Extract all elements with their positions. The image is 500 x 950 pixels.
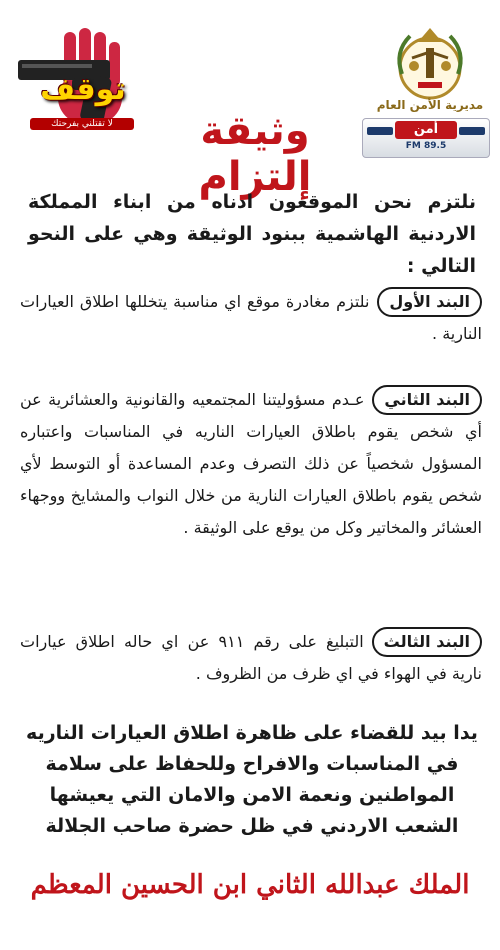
clause-1 (20, 286, 482, 350)
clause-1-label: البند الأول (377, 287, 482, 317)
header (0, 0, 500, 200)
closing-paragraph: يدا بيد للقضاء على ظاهرة اطلاق العيارات الناريه في المناسبات والافراح وللحفاظ على سلامة المواطنين ونعمة الامن والامان التي يعيشها الشعب الاردني في ظل حضرة صاحب الجلالة (26, 722, 478, 837)
clause-2 (20, 384, 482, 544)
radio-bar-right (459, 127, 485, 135)
clause-3-label: البند الثالث (372, 627, 482, 657)
page-title: وثيقة إلتزام (198, 108, 312, 200)
radio-name: أمن (395, 121, 457, 139)
clause-1-text: نلتزم مغادرة موقع اي مناسبة يتخللها اطلاق العيارات النارية . (20, 292, 482, 343)
radio-logo (362, 118, 490, 158)
clause-3-text: التبليغ على رقم ٩١١ عن اي حاله اطلاق عيارات نارية في الهواء في اي ظرف من الظروف . (20, 632, 482, 683)
crest-caption: مديرية الأمن العام (376, 98, 484, 112)
stop-campaign-subtitle: لا تقتلني بفرحتك (30, 118, 134, 130)
stop-campaign-title: توقف (40, 72, 126, 107)
radio-frequency: FM 89.5 (405, 141, 447, 151)
clause-2-text: عـدم مسؤوليتنا المجتمعيه والقانونية والعشائرية عن أي شخص يقوم باطلاق العيارات الناريه في المناسبات واعتباره المسؤول شخصياً عن ذلك التصرف وعدم المساعدة أو التوسط لأي شخص يقوم باطلاق العيارات النارية من خلال النواب والمشايخ ووجهاء العشائر والمخاتير وكل من يوقع على الوثيقة . (20, 390, 482, 537)
king-name: الملك عبدالله الثاني ابن الحسين المعظم (30, 870, 470, 900)
radio-bar-left (367, 127, 393, 135)
clause-2-label: البند الثاني (372, 385, 482, 415)
intro-paragraph: نلتزم نحن الموقعون ادناه من ابناء المملكة الاردنية الهاشمية ببنود الوثيقة وهي على النحو التالي : (28, 191, 476, 277)
public-security-crest-icon (388, 22, 472, 106)
clause-3 (20, 626, 482, 690)
